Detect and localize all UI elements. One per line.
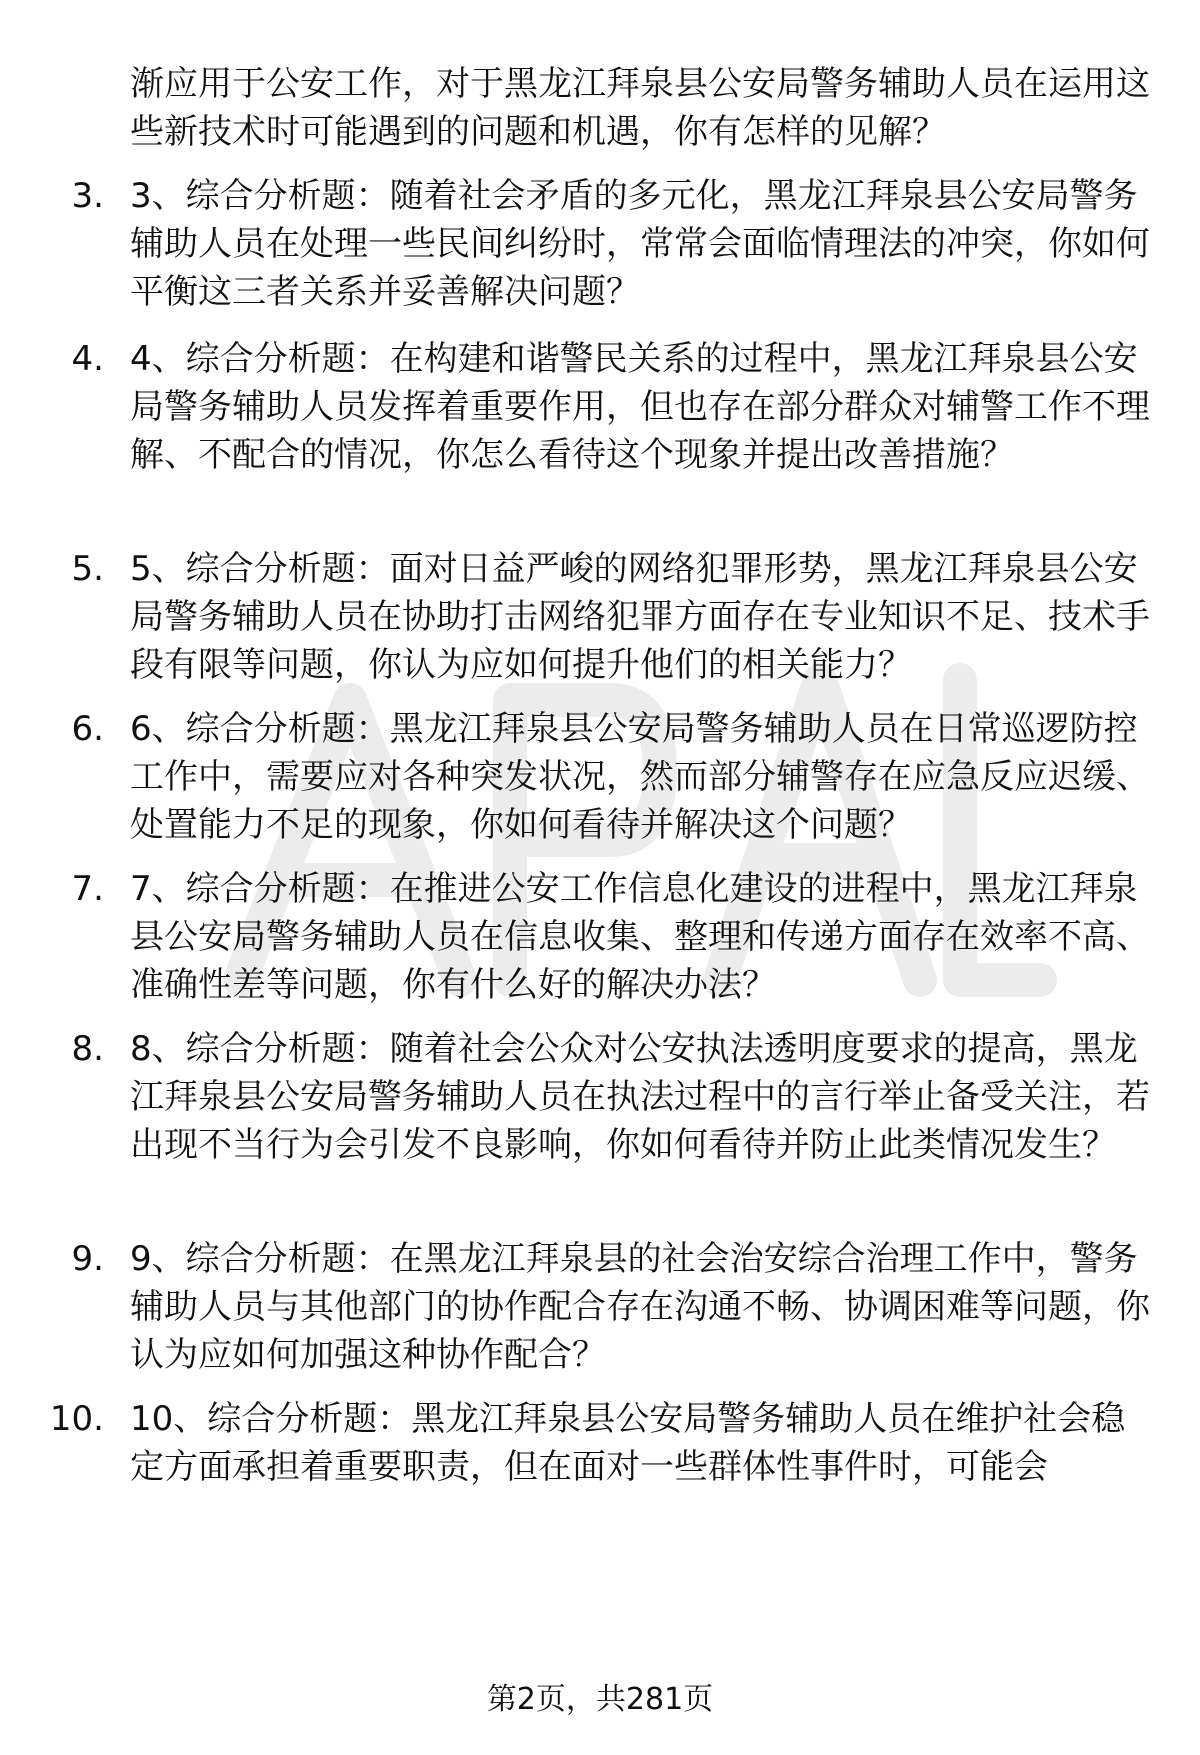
list-item-text: 7、综合分析题：在推进公安工作信息化建设的进程中，黑龙江拜泉县公安局警务辅助人员在信息收集、整理和传递方面存在效率不高、准确性差等问题，你有什么好的解决办法？ xyxy=(130,869,1150,1005)
list-item-number: 7. xyxy=(71,869,104,909)
list-item-number: 3. xyxy=(71,176,104,216)
list-item-number: 4. xyxy=(71,339,104,379)
continued-paragraph: 渐应用于公安工作，对于黑龙江拜泉县公安局警务辅助人员在运用这些新技术时可能遇到的问题和机遇，你有怎样的见解？ xyxy=(130,64,1150,152)
list-item-number: 10. xyxy=(49,1399,104,1439)
list-item-number: 5. xyxy=(71,549,104,589)
list-item-number: 6. xyxy=(71,709,104,749)
list-item-number: 9. xyxy=(71,1239,104,1279)
list-item-text: 6、综合分析题：黑龙江拜泉县公安局警务辅助人员在日常巡逻防控工作中，需要应对各种突发状况，然而部分辅警存在应急反应迟缓、处置能力不足的现象，你如何看待并解决这个问题？ xyxy=(130,709,1150,845)
list-item-text: 3、综合分析题：随着社会矛盾的多元化，黑龙江拜泉县公安局警务辅助人员在处理一些民间纠纷时，常常会面临情理法的冲突，你如何平衡这三者关系并妥善解决问题？ xyxy=(130,176,1150,312)
page-footer: 第2页，共281页 xyxy=(486,1682,714,1717)
list-item-text: 4、综合分析题：在构建和谐警民关系的过程中，黑龙江拜泉县公安局警务辅助人员发挥着重要作用，但也存在部分群众对辅警工作不理解、不配合的情况，你怎么看待这个现象并提出改善措施？ xyxy=(130,339,1150,475)
list-item-text: 10、综合分析题：黑龙江拜泉县公安局警务辅助人员在维护社会稳定方面承担着重要职责，但在面对一些群体性事件时，可能会 xyxy=(130,1399,1126,1487)
list-item-text: 9、综合分析题：在黑龙江拜泉县的社会治安综合治理工作中，警务辅助人员与其他部门的协作配合存在沟通不畅、协调困难等问题，你认为应如何加强这种协作配合？ xyxy=(130,1239,1150,1375)
list-item-text: 8、综合分析题：随着社会公众对公安执法透明度要求的提高，黑龙江拜泉县公安局警务辅助人员在执法过程中的言行举止备受关注，若出现不当行为会引发不良影响，你如何看待并防止此类情况发生？ xyxy=(130,1029,1150,1165)
list-item-text: 5、综合分析题：面对日益严峻的网络犯罪形势，黑龙江拜泉县公安局警务辅助人员在协助打击网络犯罪方面存在专业知识不足、技术手段有限等问题，你认为应如何提升他们的相关能力？ xyxy=(130,549,1150,685)
list-item-number: 8. xyxy=(71,1029,104,1069)
